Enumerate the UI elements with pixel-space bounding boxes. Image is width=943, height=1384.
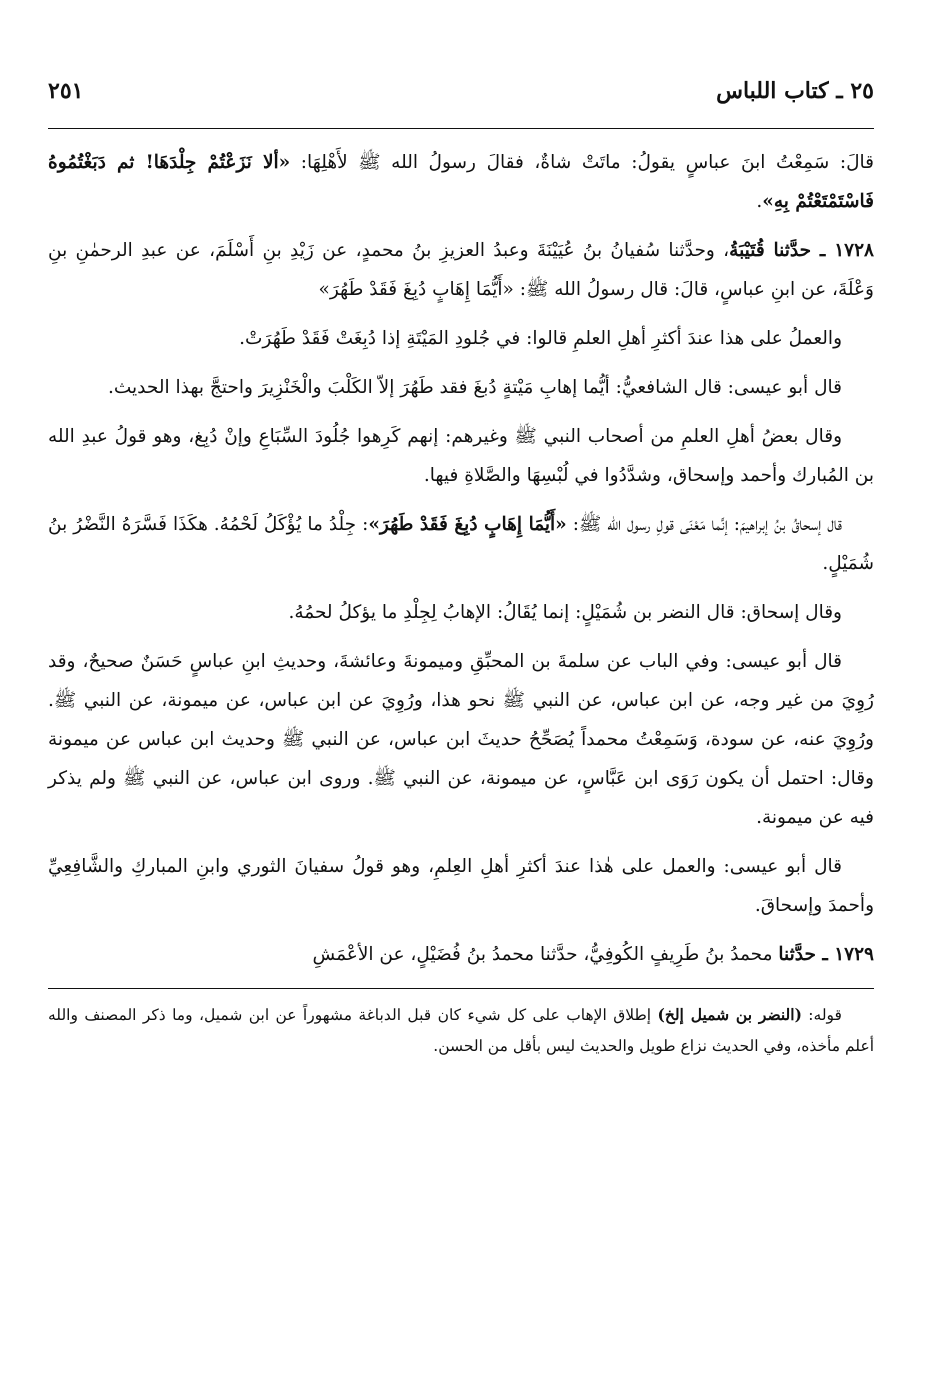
paragraph-4: قال أبو عيسى: قال الشافعيُّ: أيُّما إهابِ مَيْتةٍ دُبغَ فقد طَهُرَ إلاّ الكَلْبَ والْخَنْزِيرَ واحتجَّ بهذا الحديث. [107,377,842,398]
paragraph-hadith-1728: ١٧٢٨ ـ حدَّثنا قُتَيْبَةُ، وحدَّثنا سُفيانُ بنُ عُيَيْنَةَ وعبدُ العزيزِ بنُ محمدٍ، عن زَيْدِ بنِ أَسْلَمَ، عن عبدِ الرحمٰنِ بنِ وَعْلَةَ، عن ابنِ عباسٍ، قالَ: قال رسولُ الله ﷺ: «أَيُّمَا إِهَابٍ دُبِغَ فَقَدْ طَهُرَ» [48,240,874,300]
paragraph-6: قال إسحاقُ بنُ إبراهيمَ: إنَّما مَعْنَى قولِ رسول الله ﷺ: «أَيُّمَا إِهَابٍ دُبِغَ فَقَدْ طَهُرَ»: جِلْدُ ما يُؤْكَلُ لَحْمُهُ. هكَذَا فَسَّرَهُ النَّضْرُ بنُ شُمَيْلٍ. [48,514,874,574]
paragraph-hadith-1729: ١٧٢٩ ـ حدَّثنا محمدُ بنُ طَرِيفٍ الكُوفِيُّ، حدَّثنا محمدُ بنُ فُضَيْلٍ، عن الأعْمَشِ [312,944,874,965]
hadith-quote: «ألا نَزَعْتُمْ جِلْدَهَا! ثم دَبَغْتُمُوهُ فَاسْتَمْتَعْتُمْ بِهِ» [48,152,874,212]
paragraph-5: وقال بعضُ أهلِ العلمِ من أصحاب النبي ﷺ وغيرهم: إنهم كَرِهوا جُلُودَ السِّبَاعِ وإنْ دُبِغ، وهو قولُ عبدِ الله بن المُبارك وأحمد وإسحاق، وشدَّدُوا في لُبْسِهَا والصَّلاةِ فيها. [48,426,874,486]
footnote: قوله: (النضر بن شميل إلخ) إطلاق الإهاب على كل شيء كان قبل الدباغة مشهوراً عن ابن شميل، وما ذكر المصنف والله أعلم مأخذه، وفي الحديث نزاع طويل والحديث ليس بأقل من الحسن. [48,1005,874,1055]
book-page [48,78,874,1062]
page-number: ٢٥١ [48,78,84,104]
paragraph-7: وقال إسحاق: قال النضر بن شُمَيْلٍ: إنما يُقَالُ: الإهابُ لِجِلْدِ ما يؤكلُ لحمُهُ. [288,602,842,623]
paragraph-1: قالَ: سَمِعْتُ ابنَ عباسٍ يقولُ: ماتَتْ شاةٌ، فقالَ رسولُ الله ﷺ لأَهْلِهَا: «ألا نَزَعْتُمْ جِلْدَهَا! ثم دَبَغْتُمُوهُ فَاسْتَمْتَعْتُمْ بِهِ». [48,152,874,212]
hadith-number-1729: ١٧٢٩ ـ حدَّثنا [778,944,874,965]
page-header [48,78,874,124]
footnote-rule [48,988,874,989]
paragraph-9: قال أبو عيسى: والعمل على هٰذا عندَ أكثرِ أهلِ العِلمِ، وهو قولُ سفيانَ الثوري وابنِ المباركِ والشَّافِعِيِّ وأحمدَ وإسحاقَ. [48,856,874,916]
hadith-quote: «أَيُّمَا إِهَابٍ دُبِغَ فَقَدْ طَهُرَ» [368,514,567,535]
paragraph-8: قال أبو عيسى: وفي الباب عن سلمةَ بن المحبِّقِ وميمونةَ وعائشةَ، وحديثِ ابنِ عباسٍ حَسَنٌ صحيحٌ، وقد رُوِيَ من غير وجه، عن ابن عباس، عن النبي ﷺ نحو هذا، ورُوِيَ عن ابن عباس، عن ميمونة، عن النبي ﷺ. ورُوِيَ عنه، عن سودة، وَسَمِعْتُ محمداً يُصَحِّحُ حديثَ ابن عباس، عن النبي ﷺ وحديث ابن عباس عن ميمونة وقال: احتمل أن يكون رَوَى ابن عَبَّاسٍ، عن ميمونة، عن النبي ﷺ. وروى ابن عباس، عن النبي ﷺ ولم يذكر فيه عن ميمونة. [48,651,874,828]
header-rule [48,128,874,129]
main-text [48,143,874,974]
chapter-title: ٢٥ ـ كتاب اللباس [716,78,874,104]
paragraph-3: والعملُ على هذا عندَ أكثرِ أهلِ العلمِ قالوا: في جُلودِ المَيْتَةِ إذا دُبِغَتْ فَقَدْ طَهُرَتْ. [239,328,842,349]
footnote-reference: (النضر بن شميل إلخ) [657,1005,802,1024]
hadith-number-1728: ١٧٢٨ ـ حدَّثنا قُتَيْبَةُ [729,240,874,261]
